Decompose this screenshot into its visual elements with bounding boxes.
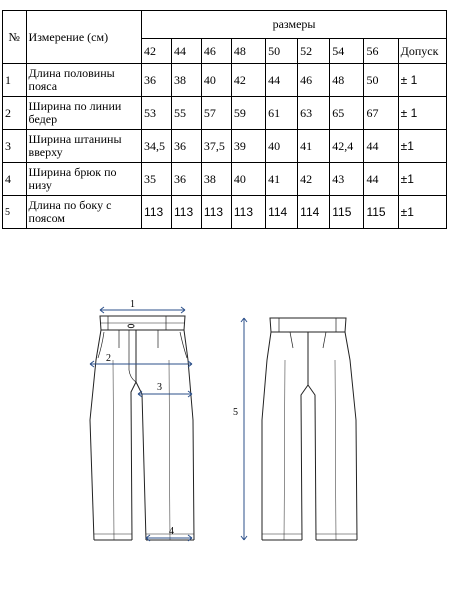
cell-value: 46 (298, 64, 330, 97)
row-name: Длина по боку с поясом (26, 196, 142, 229)
cell-value: 63 (298, 97, 330, 130)
header-measurement: Измерение (см) (26, 11, 142, 64)
size-header-54: 54 (330, 39, 364, 64)
cell-value: 113 (142, 196, 172, 229)
label-1: 1 (130, 299, 135, 310)
cell-value: 113 (201, 196, 231, 229)
size-header-56: 56 (364, 39, 398, 64)
cell-value: 42,4 (330, 130, 364, 163)
cell-value: 43 (330, 163, 364, 196)
table-row (3, 130, 447, 163)
label-3: 3 (157, 382, 162, 393)
header-number: № (3, 11, 27, 64)
table-row (3, 163, 447, 196)
size-header-50: 50 (266, 39, 298, 64)
header-tolerance: Допуск (398, 39, 446, 64)
cell-value: 57 (201, 97, 231, 130)
cell-tolerance: ± 1 (398, 97, 446, 130)
row-number: 3 (3, 130, 27, 163)
label-5: 5 (233, 407, 238, 418)
cell-value: 50 (364, 64, 398, 97)
cell-tolerance: ± 1 (398, 64, 446, 97)
trousers-front-drawing (90, 316, 194, 540)
row-name: Ширина по линии бедер (26, 97, 142, 130)
cell-value: 115 (364, 196, 398, 229)
cell-value: 36 (171, 163, 201, 196)
front-measure-lines (90, 307, 192, 541)
cell-value: 37,5 (201, 130, 231, 163)
cell-value: 34,5 (142, 130, 172, 163)
cell-value: 113 (231, 196, 265, 229)
cell-value: 59 (231, 97, 265, 130)
cell-value: 67 (364, 97, 398, 130)
cell-value: 39 (231, 130, 265, 163)
row-number: 1 (3, 64, 27, 97)
trousers-back-drawing (262, 318, 357, 540)
row-name: Ширина штанины вверху (26, 130, 142, 163)
size-table (2, 10, 447, 229)
cell-value: 36 (171, 130, 201, 163)
cell-tolerance: ±1 (398, 196, 446, 229)
table-row (3, 97, 447, 130)
row-name: Длина половины пояса (26, 64, 142, 97)
row-number: 4 (3, 163, 27, 196)
label-2: 2 (106, 353, 111, 364)
back-measure-lines (241, 318, 247, 540)
header-sizes: размеры (142, 11, 447, 39)
cell-value: 53 (142, 97, 172, 130)
cell-value: 42 (231, 64, 265, 97)
label-4: 4 (169, 526, 174, 537)
cell-value: 48 (330, 64, 364, 97)
size-header-42: 42 (142, 39, 172, 64)
size-header-52: 52 (298, 39, 330, 64)
cell-value: 113 (171, 196, 201, 229)
cell-value: 40 (266, 130, 298, 163)
cell-value: 55 (171, 97, 201, 130)
cell-value: 42 (298, 163, 330, 196)
cell-value: 115 (330, 196, 364, 229)
cell-value: 41 (298, 130, 330, 163)
cell-value: 36 (142, 64, 172, 97)
cell-value: 44 (364, 130, 398, 163)
table-row (3, 64, 447, 97)
cell-value: 44 (364, 163, 398, 196)
cell-tolerance: ±1 (398, 163, 446, 196)
table-row (3, 196, 447, 229)
row-number: 5 (3, 196, 27, 229)
cell-value: 61 (266, 97, 298, 130)
size-header-46: 46 (201, 39, 231, 64)
cell-value: 38 (201, 163, 231, 196)
row-name: Ширина брюк по низу (26, 163, 142, 196)
row-number: 2 (3, 97, 27, 130)
cell-value: 35 (142, 163, 172, 196)
cell-value: 38 (171, 64, 201, 97)
cell-value: 41 (266, 163, 298, 196)
trousers-diagram (0, 290, 450, 590)
cell-value: 114 (298, 196, 330, 229)
size-header-48: 48 (231, 39, 265, 64)
cell-value: 44 (266, 64, 298, 97)
cell-value: 40 (231, 163, 265, 196)
cell-value: 114 (266, 196, 298, 229)
size-header-44: 44 (171, 39, 201, 64)
cell-value: 65 (330, 97, 364, 130)
cell-tolerance: ±1 (398, 130, 446, 163)
cell-value: 40 (201, 64, 231, 97)
